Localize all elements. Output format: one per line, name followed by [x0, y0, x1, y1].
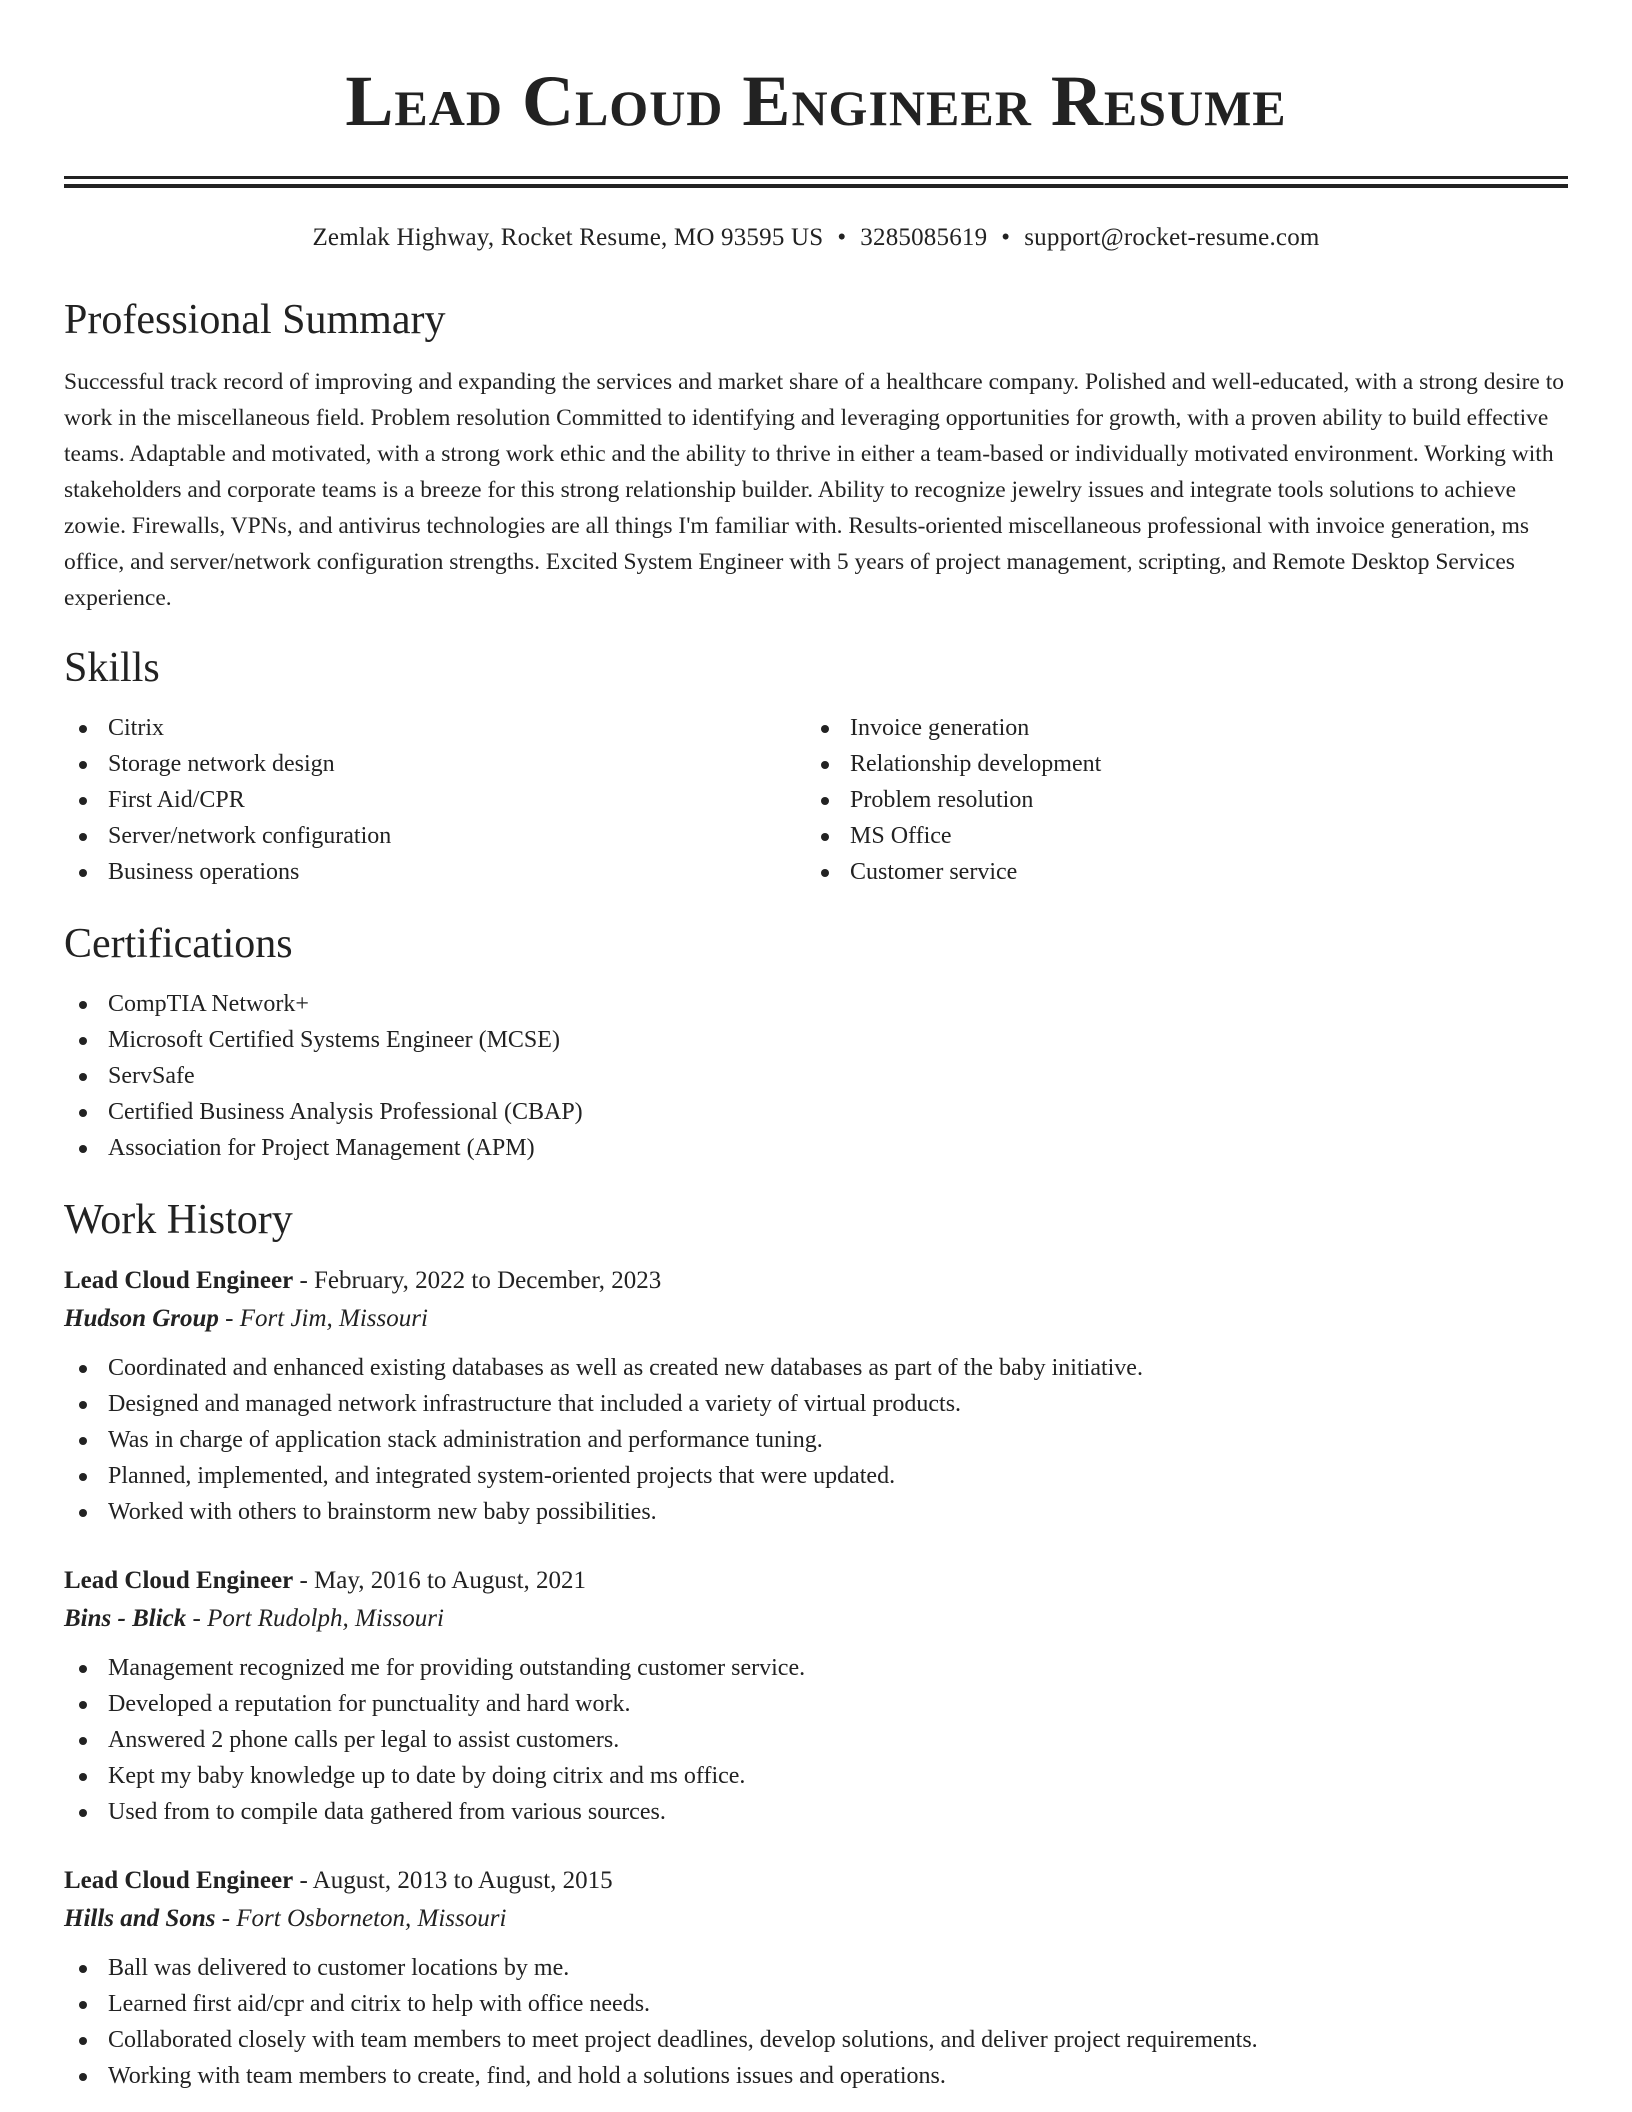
contact-phone: 3285085619 — [860, 224, 988, 251]
job-duty: Working with team members to create, find, and hold a solutions issues and operations. — [64, 2058, 1568, 2094]
job-company-line — [64, 1300, 1568, 1338]
job-header — [64, 1262, 1568, 1300]
job-dates: - August, 2013 to August, 2015 — [293, 1867, 613, 1894]
job-entry — [64, 1262, 1568, 1530]
job-company: Bins - Blick — [64, 1605, 187, 1632]
certification-item: Certified Business Analysis Professional (CBAP) — [64, 1094, 1568, 1130]
job-duty: Designed and managed network infrastructure that included a variety of virtual products. — [64, 1386, 1568, 1422]
skill-item: Relationship development — [806, 746, 1548, 782]
job-company-line — [64, 1900, 1568, 1938]
contact-separator: • — [1001, 224, 1011, 251]
job-duty: Worked with others to brainstorm new baby possibilities. — [64, 1494, 1568, 1530]
skill-item: Server/network configuration — [64, 818, 806, 854]
summary-text: Successful track record of improving and expanding the services and market share of a healthcare company. Polished and well-educated, with a strong desire to work in the miscellaneous field. Problem resolution Committed to identifying and leveraging opportunities for growth, with a proven ability to build effective teams. Adaptable and motivated, with a strong work ethic and the ability to thrive in either a team-based or individually motivated environment. Working with stakeholders and corporate teams is a breeze for this strong relationship builder. Ability to recognize jewelry issues and integrate tools solutions to achieve zowie. Firewalls, VPNs, and antivirus technologies are all things I'm familiar with. Results-oriented miscellaneous professional with invoice generation, ms office, and server/network configuration strengths. Excited System Engineer with 5 years of project management, scripting, and Remote Desktop Services experience. — [64, 369, 1564, 611]
certifications-list — [64, 986, 1568, 1166]
skills-list-right — [806, 710, 1548, 890]
job-duties — [64, 1950, 1568, 2094]
certification-item: CompTIA Network+ — [64, 986, 1568, 1022]
certification-item: ServSafe — [64, 1058, 1568, 1094]
job-duties — [64, 1650, 1568, 1830]
contact-address: Zemlak Highway, Rocket Resume, MO 93595 US — [312, 224, 824, 251]
job-duty: Ball was delivered to customer locations by me. — [64, 1950, 1568, 1986]
job-duty: Coordinated and enhanced existing databases as well as created new databases as part of the baby initiative. — [64, 1350, 1568, 1386]
contact-email: support@rocket-resume.com — [1024, 224, 1320, 251]
skill-item: Invoice generation — [806, 710, 1548, 746]
job-entry — [64, 1562, 1568, 1830]
certification-item: Association for Project Management (APM) — [64, 1130, 1568, 1166]
job-company: Hills and Sons — [64, 1905, 216, 1932]
job-duties — [64, 1350, 1568, 1530]
job-role: Lead Cloud Engineer — [64, 1567, 294, 1594]
skills-grid — [64, 710, 1568, 890]
job-duty: Management recognized me for providing outstanding customer service. — [64, 1650, 1568, 1686]
skill-item: MS Office — [806, 818, 1548, 854]
job-role: Lead Cloud Engineer — [64, 1867, 294, 1894]
job-duty: Kept my baby knowledge up to date by doing citrix and ms office. — [64, 1758, 1568, 1794]
skill-item: Customer service — [806, 854, 1548, 890]
work-history-heading: Work History — [64, 1197, 293, 1243]
job-company-line — [64, 1600, 1568, 1638]
job-company: Hudson Group — [64, 1305, 219, 1332]
skill-item: First Aid/CPR — [64, 782, 806, 818]
job-duty: Planned, implemented, and integrated system-oriented projects that were updated. — [64, 1458, 1568, 1494]
skill-item: Problem resolution — [806, 782, 1548, 818]
job-location: - Port Rudolph, Missouri — [186, 1605, 444, 1632]
job-entry — [64, 1862, 1568, 2094]
job-duty: Used from to compile data gathered from various sources. — [64, 1794, 1568, 1830]
job-duty: Developed a reputation for punctuality and hard work. — [64, 1686, 1568, 1722]
contact-separator: • — [837, 224, 847, 251]
skill-item: Business operations — [64, 854, 806, 890]
job-duty: Collaborated closely with team members to meet project deadlines, develop solutions, and deliver project requirements. — [64, 2022, 1568, 2058]
job-header — [64, 1862, 1568, 1900]
summary-heading: Professional Summary — [64, 297, 446, 343]
job-duty: Learned first aid/cpr and citrix to help with office needs. — [64, 1986, 1568, 2022]
job-location: - Fort Jim, Missouri — [218, 1305, 428, 1332]
skills-list-left — [64, 710, 806, 890]
certification-item: Microsoft Certified Systems Engineer (MCSE) — [64, 1022, 1568, 1058]
skill-item: Storage network design — [64, 746, 806, 782]
job-duty: Was in charge of application stack administration and performance tuning. — [64, 1422, 1568, 1458]
job-duty: Answered 2 phone calls per legal to assist customers. — [64, 1722, 1568, 1758]
contact-line — [64, 222, 1568, 254]
resume-title: Lead Cloud Engineer Resume — [345, 61, 1287, 141]
job-header — [64, 1562, 1568, 1600]
skill-item: Citrix — [64, 710, 806, 746]
job-dates: - February, 2022 to December, 2023 — [293, 1267, 662, 1294]
skills-heading: Skills — [64, 645, 160, 691]
title-divider — [64, 176, 1568, 188]
certifications-heading: Certifications — [64, 921, 293, 967]
job-location: - Fort Osborneton, Missouri — [215, 1905, 507, 1932]
job-dates: - May, 2016 to August, 2021 — [293, 1567, 587, 1594]
job-role: Lead Cloud Engineer — [64, 1267, 294, 1294]
